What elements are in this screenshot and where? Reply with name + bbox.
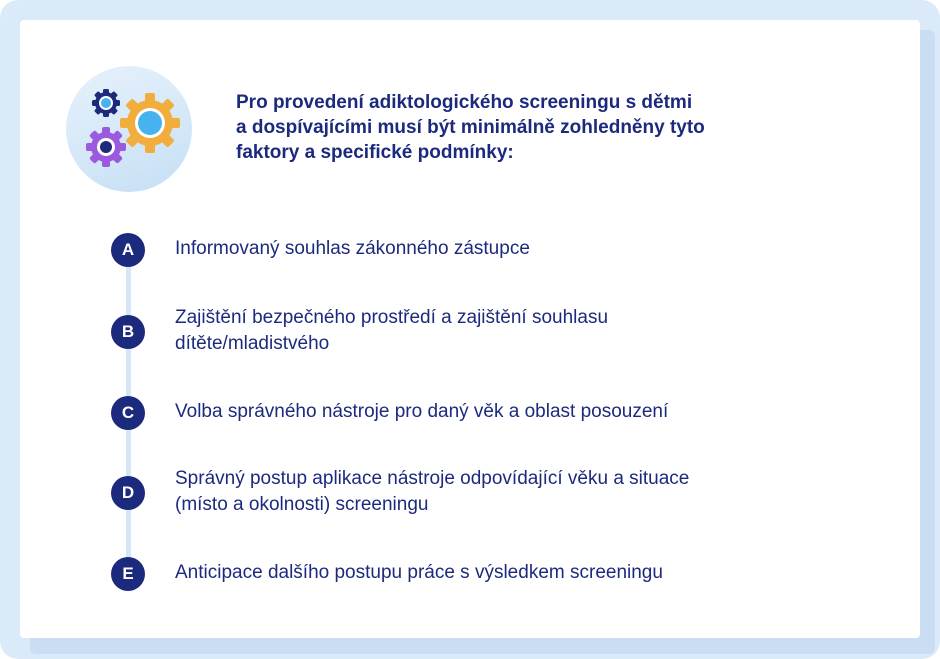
item-line: Správný postup aplikace nástroje odpovídající věku a situace: [175, 468, 690, 489]
intro-line: a dospívajícími musí být minimálně zohledněny tyto: [236, 117, 705, 138]
intro-line: faktory a specifické podmínky:: [236, 142, 514, 163]
gear-small-icon: [92, 89, 120, 117]
gear-purple-icon: [86, 127, 126, 167]
item-line: Zajištění bezpečného prostředí a zajištění souhlasu: [175, 307, 609, 328]
item-d-badge: D: [111, 476, 145, 510]
intro-heading: [236, 90, 836, 165]
item-c-badge: C: [111, 396, 145, 430]
item-b-text: [175, 305, 855, 357]
item-b-badge: B: [111, 315, 145, 349]
item-c-text: [175, 399, 855, 425]
item-line: Informovaný souhlas zákonného zástupce: [175, 238, 530, 259]
item-a-text: [175, 236, 855, 262]
item-line: Volba správného nástroje pro daný věk a oblast posouzení: [175, 401, 669, 422]
item-e-text: [175, 560, 855, 586]
item-line: dítěte/mladistvého: [175, 333, 330, 354]
item-d-text: [175, 466, 855, 518]
item-e-badge: E: [111, 557, 145, 591]
gear-orange-icon: [120, 93, 180, 153]
intro-line: Pro provedení adiktologického screeningu s dětmi: [236, 92, 693, 113]
gears-icon: [66, 66, 192, 192]
item-line: Anticipace dalšího postupu práce s výsledkem screeningu: [175, 562, 663, 583]
item-a-badge: A: [111, 233, 145, 267]
item-line: (místo a okolnosti) screeningu: [175, 494, 429, 515]
